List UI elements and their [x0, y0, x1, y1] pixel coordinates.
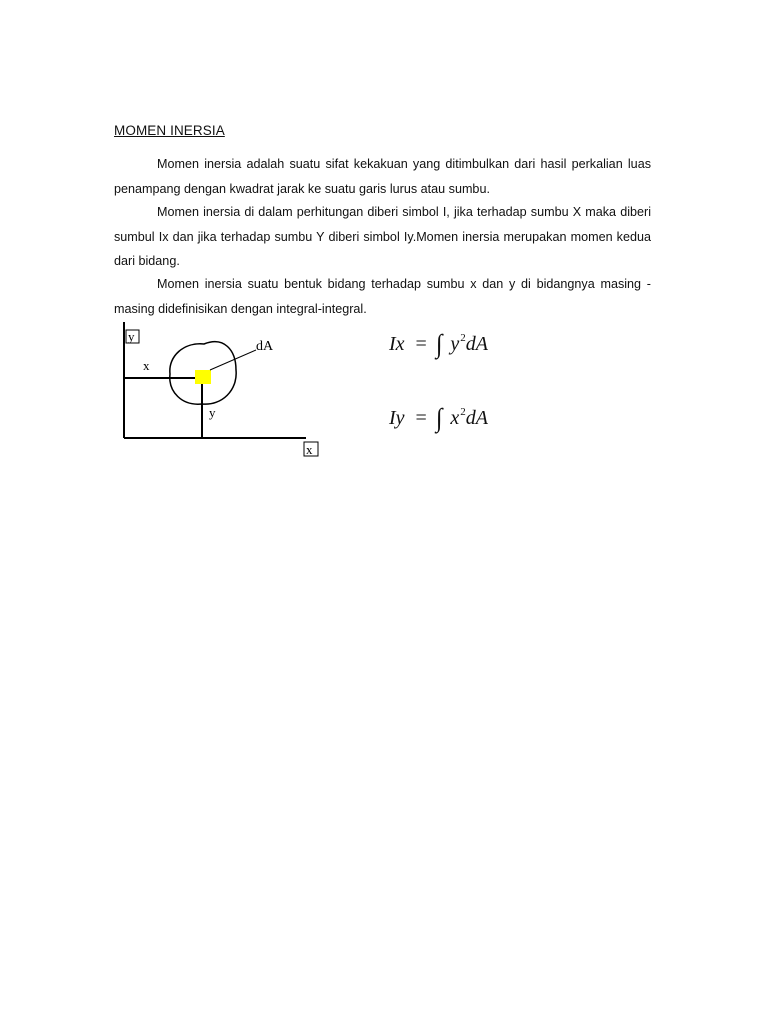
y-distance-label: y	[209, 405, 216, 420]
formula-iy	[389, 404, 489, 434]
formula-ix-integral-sign: ∫	[435, 330, 443, 360]
y-axis-label: y	[128, 329, 135, 344]
document-title: MOMEN INERSIA	[114, 123, 225, 138]
moment-of-inertia-diagram	[110, 318, 330, 464]
element-label: dA	[256, 339, 274, 354]
formula-ix-differential: dA	[465, 333, 489, 355]
paragraph-integral: Momen inersia suatu bentuk bidang terhadap sumbu x dan y di bidangnya masing - masing didefinisikan dengan integral-integral.	[114, 277, 651, 316]
formula-ix-variable: y	[450, 333, 460, 355]
formula-ix-equals: =	[415, 333, 427, 355]
x-distance-label: x	[143, 358, 150, 373]
formula-iy-equals: =	[415, 407, 427, 429]
formula-ix	[389, 330, 489, 360]
formula-iy-exponent: 2	[460, 406, 466, 418]
paragraph-definition: Momen inersia adalah suatu sifat kekakuan yang ditimbulkan dari hasil perkalian luas penampang dengan kwadrat jarak ke suatu garis lurus atau sumbu.	[114, 157, 651, 196]
formula-iy-integral-sign: ∫	[435, 404, 443, 434]
formula-ix-exponent: 2	[460, 332, 466, 344]
formula-iy-differential: dA	[465, 407, 489, 429]
paragraph-symbol: Momen inersia di dalam perhitungan diberi simbol I, jika terhadap sumbu X maka diberi sumbul Ix dan jika terhadap sumbu Y diberi simbol Iy.Momen inersia merupakan momen kedua dari bidang.	[114, 205, 651, 268]
formula-ix-lhs: Ix	[389, 333, 405, 355]
x-axis-label: x	[306, 442, 313, 457]
formula-iy-lhs: Iy	[389, 407, 405, 429]
formula-iy-variable: x	[450, 407, 460, 429]
area-element	[195, 370, 211, 384]
